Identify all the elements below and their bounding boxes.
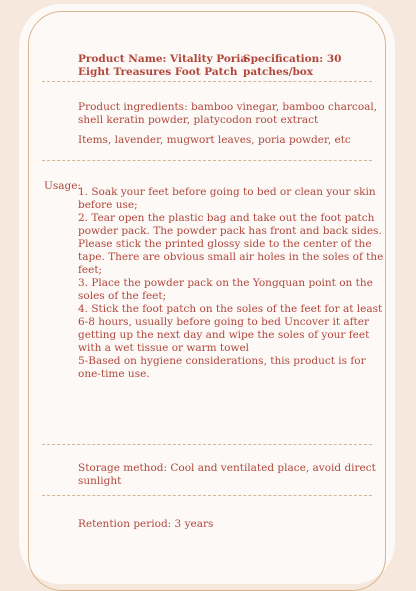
- product-name: Product Name: Vitality Poria Eight Treasures Foot Patch: [78, 53, 248, 78]
- usage-line: 6-8 hours, usually before going to bed Uncover it after: [78, 316, 369, 328]
- usage-line: 2. Tear open the plastic bag and take out the foot patch: [78, 212, 375, 224]
- usage-instructions: [78, 186, 383, 381]
- usage-line: Please stick the printed glossy side to the center of the: [78, 238, 372, 250]
- usage-line: feet;: [78, 264, 103, 276]
- storage-method: Storage method: Cool and ventilated place, avoid direct sunlight: [78, 462, 376, 487]
- retention-period: Retention period: 3 years: [78, 518, 214, 530]
- usage-line: 4. Stick the foot patch on the soles of the feet for at least: [78, 303, 383, 315]
- section-divider: [42, 444, 372, 445]
- usage-line: tape. There are obvious small air holes in the soles of the: [78, 251, 384, 263]
- product-specification: Specification: 30 patches/box: [243, 53, 342, 78]
- section-divider: [42, 160, 372, 161]
- usage-line: getting up the next day and wipe the soles of your feet: [78, 329, 370, 341]
- usage-line: soles of the feet;: [78, 290, 167, 302]
- usage-line: one-time use.: [78, 368, 150, 380]
- usage-line: 1. Soak your feet before going to bed or clean your skin: [78, 186, 376, 198]
- usage-line: 5-Based on hygiene considerations, this product is for: [78, 355, 366, 367]
- section-divider: [42, 495, 372, 496]
- section-divider: [42, 81, 372, 82]
- usage-line: with a wet tissue or warm towel: [78, 342, 250, 354]
- usage-line: 3. Place the powder pack on the Yongquan point on the: [78, 277, 373, 289]
- usage-label: Usage:: [44, 180, 81, 192]
- product-ingredients: Product ingredients: bamboo vinegar, bamboo charcoal, shell keratin powder, platycodon root extract Items, lavender, mugwort leaves, poria powder, etc: [78, 101, 378, 146]
- usage-line: powder pack. The powder pack has front and back sides.: [78, 225, 382, 237]
- usage-line: before use;: [78, 199, 138, 211]
